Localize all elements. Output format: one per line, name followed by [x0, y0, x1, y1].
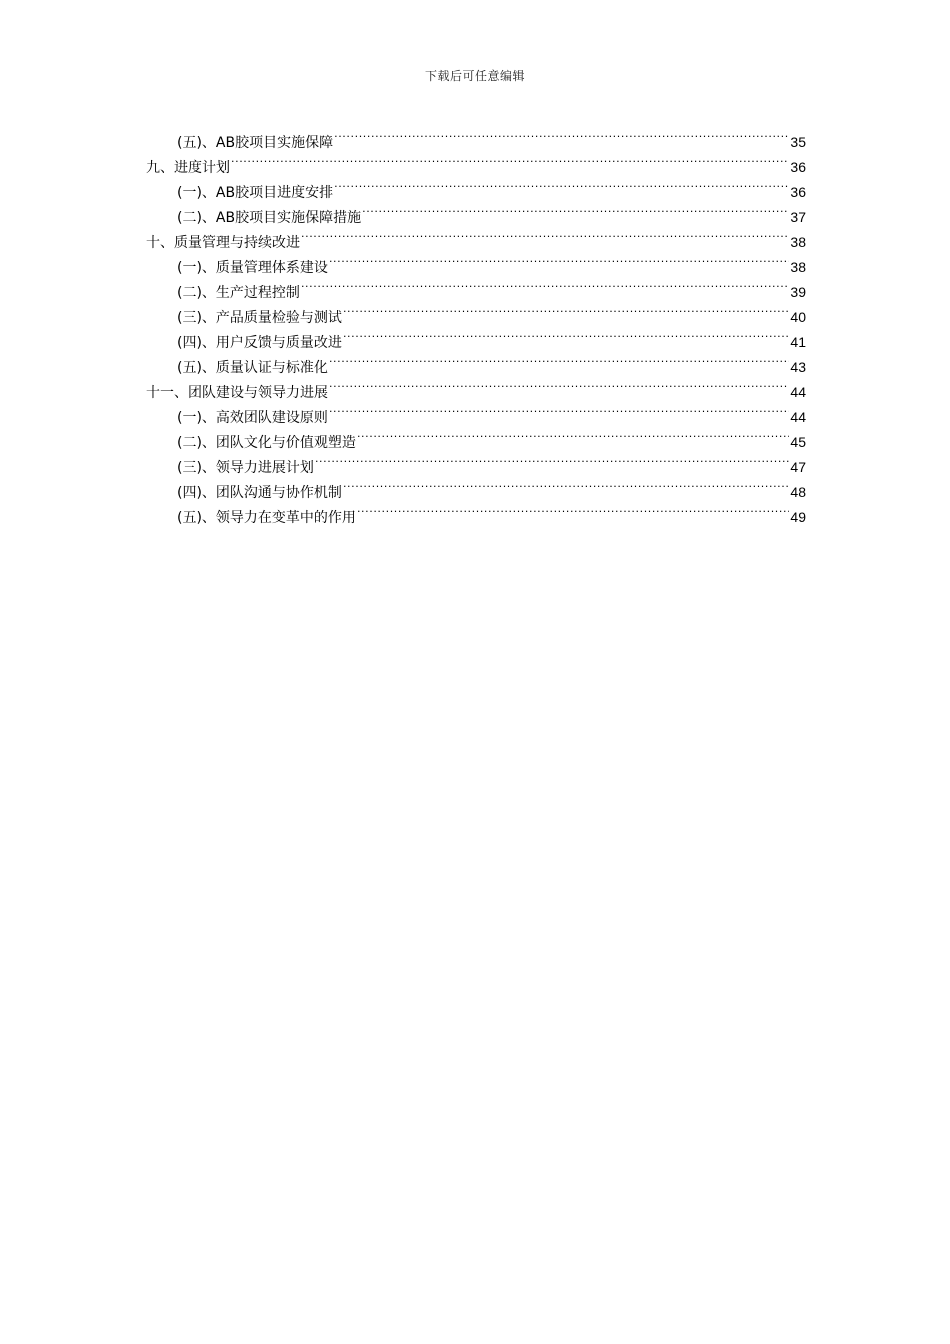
toc-entry-title: (五)、AB胶项目实施保障: [177, 135, 334, 151]
toc-entry[interactable]: [146, 452, 806, 477]
toc-dot-leader: [343, 302, 789, 322]
toc-entry-title: (四)、用户反馈与质量改进: [177, 335, 342, 351]
toc-entry-page: 47: [790, 459, 806, 475]
toc-dot-leader: [343, 477, 789, 497]
toc-entry-title: (五)、质量认证与标准化: [177, 360, 328, 376]
toc-entry-title: (二)、AB胶项目实施保障措施: [177, 210, 362, 226]
page-header: 下载后可任意编辑: [424, 69, 525, 83]
toc-entry-page: 38: [790, 259, 806, 275]
toc-entry[interactable]: [146, 127, 806, 152]
toc-dot-leader: [329, 377, 789, 397]
toc-dot-leader: [357, 427, 789, 447]
toc-entry[interactable]: [146, 477, 806, 502]
toc-entry-title: 十、质量管理与持续改进: [146, 235, 300, 251]
toc-entry-page: 44: [790, 384, 806, 400]
toc-dot-leader: [315, 452, 789, 472]
toc-entry-title: 九、进度计划: [146, 160, 230, 176]
toc-entry[interactable]: [146, 202, 806, 227]
toc-dot-leader: [334, 177, 789, 197]
toc-entry-page: 49: [790, 509, 806, 525]
toc-entry[interactable]: [146, 302, 806, 327]
toc-entry-title: (一)、高效团队建设原则: [177, 410, 328, 426]
toc-entry-title: (三)、产品质量检验与测试: [177, 310, 342, 326]
toc-entry-page: 38: [790, 234, 806, 250]
toc-entry-page: 48: [790, 484, 806, 500]
toc-entry[interactable]: [146, 227, 806, 252]
toc-dot-leader: [329, 352, 789, 372]
toc-entry-page: 41: [790, 334, 806, 350]
toc-dot-leader: [362, 202, 789, 222]
toc-dot-leader: [329, 402, 789, 422]
toc-entry-page: 43: [790, 359, 806, 375]
toc-dot-leader: [301, 227, 789, 247]
toc-entry[interactable]: [146, 327, 806, 352]
toc-entry-title: (五)、领导力在变革中的作用: [177, 510, 356, 526]
toc-entry-page: 37: [790, 209, 806, 225]
toc-entry-page: 35: [790, 134, 806, 150]
toc-entry-page: 45: [790, 434, 806, 450]
toc-dot-leader: [329, 252, 789, 272]
toc-entry-page: 44: [790, 409, 806, 425]
toc-entry-page: 39: [790, 284, 806, 300]
toc-dot-leader: [334, 127, 789, 147]
toc-entry-page: 36: [790, 159, 806, 175]
toc-entry-title: (一)、AB胶项目进度安排: [177, 185, 334, 201]
toc-entry[interactable]: [146, 177, 806, 202]
toc-entry[interactable]: [146, 402, 806, 427]
toc-entry-title: (二)、生产过程控制: [177, 285, 300, 301]
toc-entry-title: (四)、团队沟通与协作机制: [177, 485, 342, 501]
toc-entry-title: 十一、团队建设与领导力进展: [146, 385, 328, 401]
toc-entry[interactable]: [146, 277, 806, 302]
toc-dot-leader: [357, 502, 789, 522]
toc-entry[interactable]: [146, 352, 806, 377]
toc-entry-page: 40: [790, 309, 806, 325]
toc-dot-leader: [301, 277, 789, 297]
toc-entry-title: (一)、质量管理体系建设: [177, 260, 328, 276]
table-of-contents: [146, 127, 806, 527]
toc-dot-leader: [343, 327, 789, 347]
toc-entry[interactable]: [146, 252, 806, 277]
toc-entry-page: 36: [790, 184, 806, 200]
toc-entry[interactable]: [146, 427, 806, 452]
toc-entry[interactable]: [146, 502, 806, 527]
toc-entry[interactable]: [146, 152, 806, 177]
toc-dot-leader: [231, 152, 789, 172]
toc-entry-title: (二)、团队文化与价值观塑造: [177, 435, 356, 451]
toc-entry[interactable]: [146, 377, 806, 402]
toc-entry-title: (三)、领导力进展计划: [177, 460, 314, 476]
